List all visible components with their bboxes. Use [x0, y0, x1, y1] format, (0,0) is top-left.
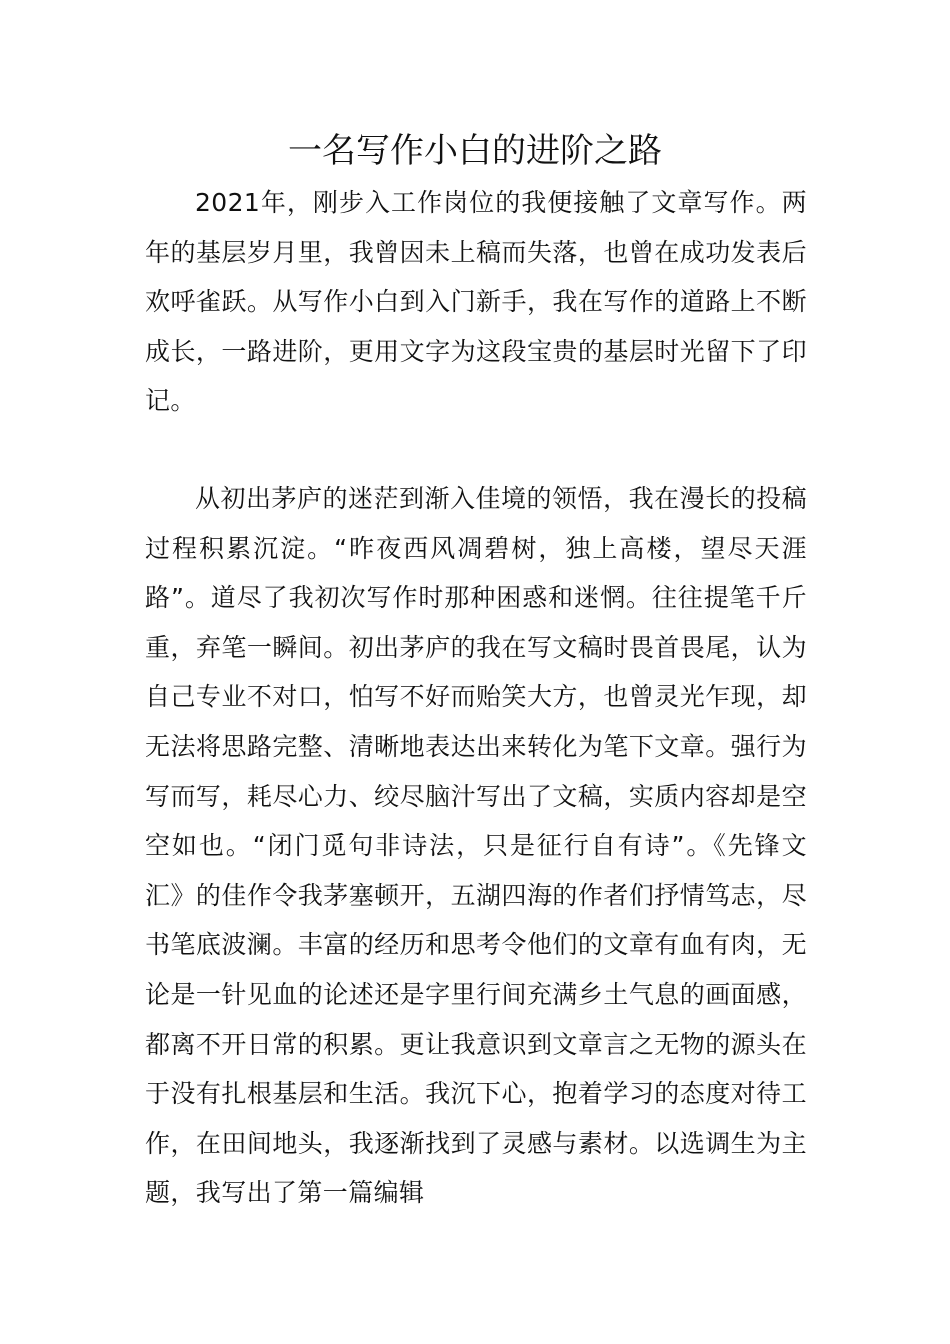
document-title: 一名写作小白的进阶之路: [288, 131, 662, 171]
paragraph-2: 从初出茅庐的迷茫到渐入佳境的领悟，我在漫长的投稿过程积累沉淀。“昨夜西风凋碧树，独上高楼，望尽天涯路”。道尽了我初次写作时那种困惑和迷惘。往往提笔千斤重，弃笔一瞬间。初出茅庐的我在写文稿时畏首畏尾，认为自己专业不对口，怕写不好而贻笑大方，也曾灵光乍现，却无法将思路完整、清晰地表达出来转化为笔下文章。强行为写而写，耗尽心力、绞尽脑汁写出了文稿，实质内容却是空空如也。“闭门觅句非诗法，只是征行自有诗”。《先锋文汇》的佳作令我茅塞顿开，五湖四海的作者们抒情笃志，尽书笔底波澜。丰富的经历和思考令他们的文章有血有肉，无论是一针见血的论述还是字里行间充满乡土气息的画面感，都离不开日常的积累。更让我意识到文章言之无物的源头在于没有扎根基层和生活。我沉下心，抱着学习的态度对待工作，在田间地头，我逐渐找到了灵感与素材。以选调生为主题，我写出了第一篇编辑: [145, 484, 807, 1208]
paragraph-1: 2021年，刚步入工作岗位的我便接触了文章写作。两年的基层岁月里，我曾因未上稿而失落，也曾在成功发表后欢呼雀跃。从写作小白到入门新手，我在写作的道路上不断成长，一路进阶，更用文字为这段宝贵的基层时光留下了印记。: [145, 188, 807, 416]
